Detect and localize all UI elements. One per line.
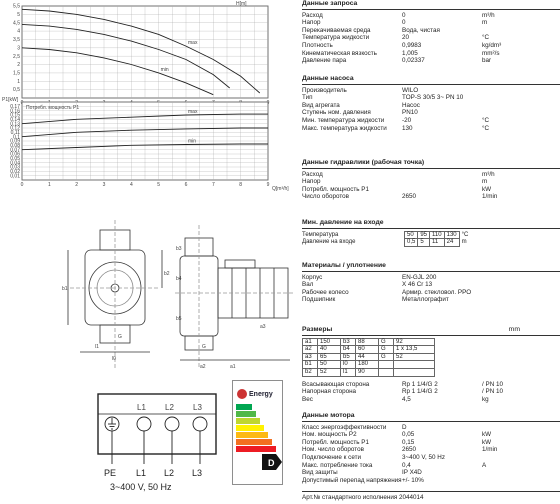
spec-label: Корпус xyxy=(302,273,323,281)
series-label: min xyxy=(160,66,169,73)
x-tick-label: 9 xyxy=(266,182,270,188)
spec-row xyxy=(302,289,560,297)
spec-label: Вид защиты xyxy=(302,469,338,477)
box-label-l1: L1 xyxy=(137,403,146,412)
y-tick-label: 0,12 xyxy=(10,125,20,132)
connection-label: Напорная сторона xyxy=(302,388,357,396)
spec-label: Подшипник xyxy=(302,296,336,304)
inlet-temp-unit: °C xyxy=(461,231,469,238)
x-tick-label: 0 xyxy=(20,182,24,188)
spec-label: Класс энергоэффективности xyxy=(302,423,387,431)
dim-value: 52 xyxy=(394,353,435,361)
spec-value: 0,05 xyxy=(402,431,415,439)
spec-value: EN-GJL 200 xyxy=(402,273,437,281)
dim-value: 52 xyxy=(318,368,341,376)
y-tick-label: 3 xyxy=(17,45,20,52)
y-tick-label: 0,13 xyxy=(10,121,20,128)
wire-label-l1: L1 xyxy=(136,468,147,478)
connection-row xyxy=(302,396,560,404)
dim-value: 44 xyxy=(356,353,379,361)
spec-label: Потребл. мощность P1 xyxy=(302,185,369,193)
spec-value: -20 xyxy=(402,116,412,124)
x-tick-label: 8 xyxy=(239,182,243,188)
dim-value: 88 xyxy=(356,338,379,346)
spec-label: Ном. мощность P2 xyxy=(302,431,357,439)
power-chart xyxy=(0,96,300,192)
pump-rows xyxy=(302,87,560,133)
x-tick-label: 1 xyxy=(47,182,51,188)
x-tick-label: 4 xyxy=(129,182,133,188)
spec-label: Расход xyxy=(302,170,323,178)
spec-value xyxy=(402,186,482,194)
spec-unit: 1/min xyxy=(482,193,498,201)
pump-title: Данные насоса xyxy=(302,75,560,85)
spec-label: Вал xyxy=(302,281,314,289)
spec-unit: mm²/s xyxy=(482,49,500,57)
spec-row xyxy=(302,87,560,95)
dim-a2: a2 xyxy=(200,364,206,370)
spec-value: 20 xyxy=(402,34,410,42)
spec-row xyxy=(302,171,560,179)
spec-value: Вода, чистая xyxy=(402,26,440,34)
y-tick-label: 0,5 xyxy=(13,87,20,94)
wire-label-l3: L3 xyxy=(192,468,203,478)
spec-unit: °C xyxy=(482,116,490,124)
spec-label: Вид агрегата xyxy=(302,101,340,109)
inlet-temp-cell: 130 xyxy=(444,231,459,239)
inlet-title: Мин. давление на входе xyxy=(302,219,560,229)
connection-label: Всасывающая сторона xyxy=(302,380,370,388)
spec-value: PN10 xyxy=(402,109,418,117)
spec-row xyxy=(302,454,560,462)
spec-value: Металлографит xyxy=(402,296,449,304)
spec-row xyxy=(302,19,560,27)
inlet-section xyxy=(302,219,560,247)
spec-value: +/- 10% xyxy=(402,476,424,484)
y-tick-label: 0,08 xyxy=(10,142,20,149)
spec-unit: m³/h xyxy=(482,170,495,178)
series-label: max xyxy=(188,40,198,47)
spec-label: Потребл. мощность P1 xyxy=(302,438,369,446)
dimensions-header xyxy=(302,326,560,336)
y-tick-label: 2 xyxy=(17,62,20,69)
dim-value: 50 xyxy=(318,361,341,369)
spec-label: Тип xyxy=(302,94,313,102)
spec-value: Армир. стекловол. PPO xyxy=(402,288,472,296)
inlet-press-unit: m xyxy=(461,239,467,246)
dim-key xyxy=(379,361,394,369)
spec-row xyxy=(302,117,560,125)
spec-label: Напор xyxy=(302,19,321,27)
dim-key: b2 xyxy=(303,368,318,376)
connection-label: Вес xyxy=(302,395,313,403)
y-tick-label: 5,5 xyxy=(13,3,20,10)
x-tick-label: 5 xyxy=(157,182,161,188)
spec-unit xyxy=(482,424,542,432)
dim-g1: G xyxy=(118,334,122,340)
hydraulic-rows xyxy=(302,171,560,201)
box-label-l3: L3 xyxy=(193,403,202,412)
dim-key: a1 xyxy=(303,338,318,346)
spec-value: WILO xyxy=(402,86,419,94)
dim-key: b4 xyxy=(341,346,356,354)
spec-row xyxy=(302,178,560,186)
dimensions-title: Размеры xyxy=(302,326,333,333)
spec-row xyxy=(302,57,560,65)
spec-row xyxy=(302,12,560,20)
spec-unit xyxy=(482,87,542,95)
y-tick-label: 2,5 xyxy=(13,53,20,60)
spec-value: 0,4 xyxy=(402,461,411,469)
spec-unit: A xyxy=(482,461,487,469)
spec-unit xyxy=(482,454,542,462)
spec-row xyxy=(302,34,560,42)
pump-section xyxy=(302,75,560,132)
y-tick-label: 0,11 xyxy=(10,129,20,136)
spec-value: Насос xyxy=(402,101,420,109)
earth-icon xyxy=(105,417,119,431)
inlet-press-label: Давление на входе xyxy=(302,239,356,246)
dim-g2: G xyxy=(202,344,206,350)
spec-value: TOP-S 30/5 3~ PN 10 xyxy=(402,94,464,102)
y-tick-label: 0,04 xyxy=(10,160,20,167)
wire-label-l2: L2 xyxy=(164,468,175,478)
y-tick-label: 5 xyxy=(17,11,20,18)
spec-value: 2650 xyxy=(402,193,417,201)
spec-unit: kW xyxy=(482,431,492,439)
materials-title: Материалы / уплотнение xyxy=(302,262,560,272)
dim-value: 1 x 13,5 xyxy=(394,346,435,354)
hydraulic-section xyxy=(302,159,560,201)
dim-key: b3 xyxy=(341,338,356,346)
spec-label: Мин. температура жидкости xyxy=(302,116,385,124)
y-tick-label: 4,5 xyxy=(13,20,20,27)
spec-unit xyxy=(482,109,542,117)
spec-unit: °C xyxy=(482,124,490,132)
spec-value: 1,005 xyxy=(402,49,418,57)
motor-section xyxy=(302,412,560,484)
spec-unit: 1/min xyxy=(482,446,498,454)
connection-extra: / PN 10 xyxy=(482,388,503,396)
dimensions-section xyxy=(302,326,560,403)
spec-value xyxy=(402,171,482,179)
duty-section xyxy=(302,0,560,65)
spec-value: X 46 Cr 13 xyxy=(402,281,433,289)
y-tick-label: 0,02 xyxy=(10,168,20,175)
energy-label xyxy=(232,380,292,500)
spec-label: Макс. температура жидкости xyxy=(302,124,387,132)
connection-row xyxy=(302,388,560,396)
y-tick-label: 0,16 xyxy=(10,108,20,115)
spec-label: Плотность xyxy=(302,41,333,49)
y-tick-label: 3,5 xyxy=(13,37,20,44)
spec-row xyxy=(302,50,560,58)
spec-row xyxy=(302,109,560,117)
inlet-press-cell: 11 xyxy=(430,239,445,247)
x-tick-label: 6 xyxy=(184,182,188,188)
dim-a3: a3 xyxy=(260,324,266,330)
spec-label: Ном. число оборотов xyxy=(302,446,364,454)
spec-row xyxy=(302,446,560,454)
y-tick-label: 1,5 xyxy=(13,70,20,77)
dim-value: 180 xyxy=(356,361,379,369)
spec-row xyxy=(302,102,560,110)
dim-key: l1 xyxy=(341,368,356,376)
spec-row xyxy=(302,94,560,102)
dim-value: 150 xyxy=(318,338,341,346)
dim-key: l0 xyxy=(341,361,356,369)
dimensions-table xyxy=(302,338,435,377)
series-label: max xyxy=(188,109,198,115)
y-tick-label: 0,17 xyxy=(10,103,20,110)
y-tick-label: 0,14 xyxy=(10,116,20,123)
inlet-temp-cell: 95 xyxy=(418,231,430,239)
spec-value: 130 xyxy=(402,124,413,132)
dim-l0: l0 xyxy=(112,356,116,362)
spec-unit: kW xyxy=(482,438,492,446)
spec-unit: m xyxy=(482,178,488,186)
y-tick-label: 1 xyxy=(17,78,20,85)
spec-label: Ступень ном. давления xyxy=(302,109,371,117)
spec-label: Перекачиваемая среда xyxy=(302,26,371,34)
hydraulic-title: Данные гидравлики (рабочая точка) xyxy=(302,159,560,169)
dim-b3: b3 xyxy=(176,246,182,252)
x-tick-label: 3 xyxy=(102,182,106,188)
spec-value: 0,15 xyxy=(402,438,415,446)
inlet-press-cell: 24 xyxy=(444,239,459,247)
spec-value: 0 xyxy=(402,19,406,27)
spec-row xyxy=(302,193,560,201)
connection-value: 4,5 xyxy=(402,395,411,403)
y-tick-label: 0,03 xyxy=(10,164,20,171)
spec-label: Подключение к сети xyxy=(302,453,362,461)
spec-value: D xyxy=(402,423,407,431)
inlet-temp-label: Температура xyxy=(302,231,339,238)
spec-row xyxy=(302,125,560,133)
dim-key: G xyxy=(379,338,394,346)
dim-b4: b4 xyxy=(176,276,182,282)
duty-rows xyxy=(302,12,560,65)
connection-value: Rp 1 1/4/G 2 xyxy=(402,388,438,396)
connection-row xyxy=(302,381,560,389)
energy-logo-text: Energy xyxy=(249,391,273,398)
motor-title: Данные мотора xyxy=(302,412,560,422)
spec-label: Температура жидкости xyxy=(302,34,370,42)
spec-label: Рабочее колесо xyxy=(302,288,349,296)
spec-row xyxy=(302,469,560,477)
materials-rows xyxy=(302,274,560,304)
spec-value: IP X4D xyxy=(402,469,422,477)
spec-row xyxy=(302,477,560,485)
spec-label: Кинематическая вязкость xyxy=(302,49,377,57)
spec-unit xyxy=(482,27,542,35)
connection-value: Rp 1 1/4/G 2 xyxy=(402,380,438,388)
spec-label: Число оборотов xyxy=(302,193,349,201)
spec-unit xyxy=(482,477,542,485)
chart-title: Потребл. мощность P1 xyxy=(26,105,80,111)
y-axis-label: P1[kW] xyxy=(2,97,19,103)
y-tick-label: 0,09 xyxy=(10,138,20,145)
spec-value: 0 xyxy=(402,11,406,19)
y-tick-label: 4 xyxy=(17,28,20,35)
spec-value: 0,9983 xyxy=(402,41,422,49)
series-label: min xyxy=(188,138,197,145)
x-tick-label: 2 xyxy=(75,182,79,188)
article-number: Арт.№ стандартного исполнения 2044014 xyxy=(302,491,560,502)
dim-b2: b2 xyxy=(164,271,170,277)
inlet-press-cell: 0,5 xyxy=(405,239,418,247)
y-axis-label: H[m] xyxy=(236,1,247,7)
dim-value: 92 xyxy=(394,338,435,346)
flag-icon xyxy=(237,389,247,399)
spec-unit: m³/h xyxy=(482,11,495,19)
dimensions-unit: mm xyxy=(508,326,520,333)
dim-value: 90 xyxy=(356,368,379,376)
spec-row xyxy=(302,296,560,304)
spec-row xyxy=(302,27,560,35)
dim-value xyxy=(394,361,435,369)
spec-value: 0,02337 xyxy=(402,57,425,65)
spec-unit: bar xyxy=(482,57,492,65)
dim-l1: l1 xyxy=(95,344,99,350)
dim-a1: a1 xyxy=(230,364,236,370)
spec-unit xyxy=(482,469,542,477)
dim-key: a2 xyxy=(303,346,318,354)
inlet-press-cell: 5 xyxy=(418,239,430,247)
wire-label-pe: PE xyxy=(104,468,117,478)
spec-label: Производитель xyxy=(302,86,347,94)
dim-key: b1 xyxy=(303,361,318,369)
y-tick-label: 0,1 xyxy=(13,134,20,141)
spec-label: Расход xyxy=(302,11,323,19)
spec-label: Допустимый перепад напряжения xyxy=(302,476,402,484)
materials-section xyxy=(302,262,560,304)
y-tick-label: 0,07 xyxy=(10,147,20,154)
dim-value: 60 xyxy=(356,346,379,354)
dim-key: G xyxy=(379,346,394,354)
spec-row xyxy=(302,281,560,289)
spec-row xyxy=(302,424,560,432)
spec-row xyxy=(302,462,560,470)
spec-row xyxy=(302,431,560,439)
dim-key: b5 xyxy=(341,353,356,361)
duty-title: Данные запроса xyxy=(302,0,560,10)
dim-key: a3 xyxy=(303,353,318,361)
spec-unit xyxy=(482,94,542,102)
supply-voltage: 3~400 V, 50 Hz xyxy=(110,482,172,492)
spec-row xyxy=(302,42,560,50)
spec-value: 2650 xyxy=(402,446,417,454)
dim-key: G xyxy=(379,353,394,361)
spec-row xyxy=(302,274,560,282)
spec-unit: m xyxy=(482,19,488,27)
connection-extra: kg xyxy=(482,395,489,403)
y-tick-label: 0,15 xyxy=(10,112,20,119)
spec-panel xyxy=(302,0,560,504)
spec-label: Напор xyxy=(302,178,321,186)
connection-extra: / PN 10 xyxy=(482,380,503,388)
y-tick-label: 0,01 xyxy=(10,173,20,180)
dim-b5: b5 xyxy=(176,316,182,322)
motor-rows xyxy=(302,424,560,485)
spec-label: Давление пара xyxy=(302,57,347,65)
dim-key xyxy=(379,368,394,376)
dim-value: 65 xyxy=(318,353,341,361)
connection-rows xyxy=(302,381,560,404)
spec-unit: °C xyxy=(482,34,490,42)
spec-label: Макс. потребление тока xyxy=(302,461,373,469)
box-label-l2: L2 xyxy=(165,403,174,412)
energy-class-badge: D xyxy=(268,458,275,468)
y-tick-label: 0,06 xyxy=(10,151,20,158)
dim-value xyxy=(394,368,435,376)
spec-unit: kg/dm³ xyxy=(482,41,502,49)
spec-unit xyxy=(482,102,542,110)
inlet-table xyxy=(302,231,470,247)
y-tick-label: 0,05 xyxy=(10,155,20,162)
x-axis-label: Q[m³/h] xyxy=(272,186,289,192)
dim-value: 40 xyxy=(318,346,341,354)
x-tick-label: 7 xyxy=(211,182,215,188)
inlet-temp-cell: 110 xyxy=(430,231,445,239)
spec-value: 3~400 V, 50 Hz xyxy=(402,453,446,461)
pump-drawing xyxy=(0,220,300,375)
spec-value xyxy=(402,178,482,186)
dim-b1: b1 xyxy=(62,286,68,292)
spec-unit: kW xyxy=(482,185,492,193)
inlet-temp-cell: 50 xyxy=(405,231,418,239)
